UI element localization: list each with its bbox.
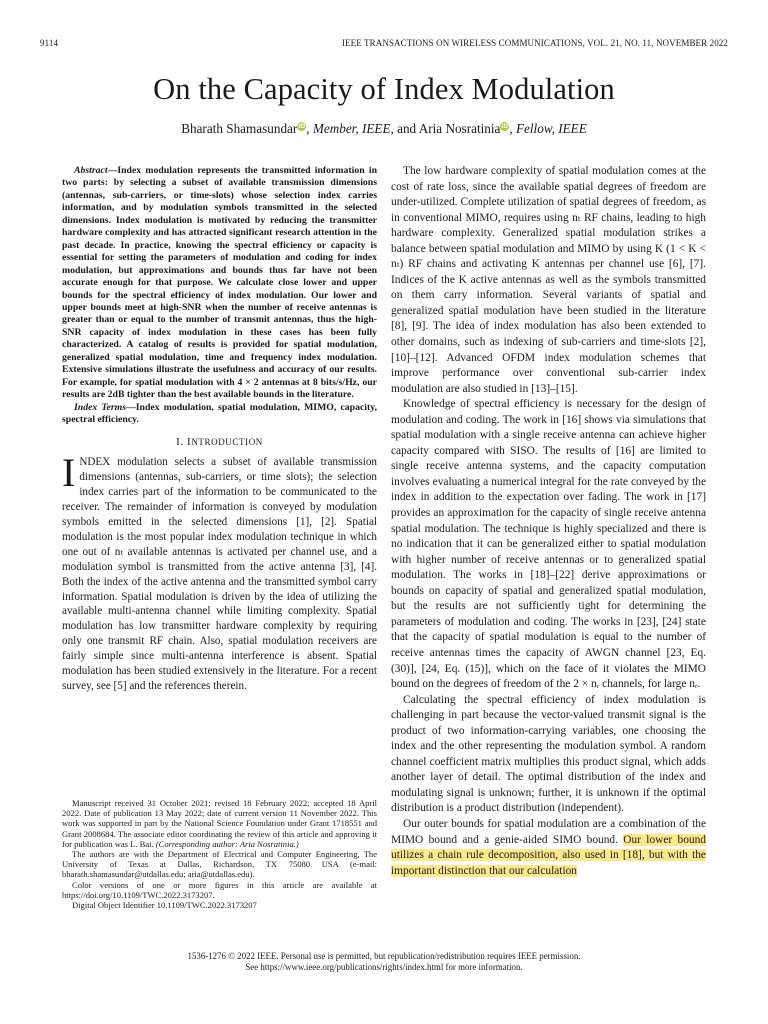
- highlighted-text[interactable]: Our lower bound utilizes a chain rule decomposition, also used in [18], but with the important distinction that our calculation: [391, 833, 707, 877]
- paragraph: Knowledge of spectral efficiency is necessary for the design of modulation and coding. The work in [16] shows via simulations that spatial modulation with a single receive antenna can achieve higher capacity compared with SISO. The results of [16] are limited to single receive antenna systems, and the capacity computation involves evaluating a numerical integral for the rate conveyed by the index in addition to the expectation over fading. The work in [17] provides an approximation for the capacity of single receive antenna spatial modulation. The technique is highly specialized and there is no indication that it can be generalized either to spatial modulation with higher number of receive antennas or to generalized spatial modulation. The works in [18]–[22] derive approximations or bounds on capacity of spatial and generalized spatial modulation, but the results are not sufficiently tight for determining the parameters of modulation and coding. The works in [23], [24] state that the capacity of spatial modulation is equal to the number of receive antennas times the capacity of AWGN channel [23, Eq. (30)], [24, Eq. (15)], which on the face of it violates the MIMO bound on the degrees of freedom of the 2 × nᵣ channels, for large nᵣ.: [391, 398, 706, 691]
- author-1-role: Member, IEEE: [312, 121, 391, 136]
- footnotes: [62, 798, 377, 910]
- paragraph: The low hardware complexity of spatial modulation comes at the cost of rate loss, since the available spatial degrees of freedom are under-utilized. Complete utilization of spatial degrees of freedom, as in conventional MIMO, requires using nₜ RF chains, leading to high hardware complexity. Generalized spatial modulation strikes a balance between spatial modulation and MIMO by using K (1 < K < nₜ) RF chains and activating K antennas per channel use [6], [7]. Indices of the K active antennas as well as the symbols transmitted on them carry information. Several variants of spatial and generalized spatial modulation have been studied in the literature [8], [9]. The idea of index modulation has also been extended to other domains, such as indexing of sub-carriers and time-slots [2], [10]–[12]. Advanced OFDM index modulation schemes that improve performance over conventional sub-carrier index modulation are also studied in [13]–[15].: [391, 165, 706, 395]
- abstract: Abstract—Index modulation represents the transmitted information in two parts: by selecting a subset of available transmission dimensions (antennas, sub-carriers, or time-slots) whose selection index carries information, and by modulation symbols transmitted in the selected dimensions. Index modulation is motivated by reducing the transmitter hardware complexity and has attracted significant research attention in the past decade. In practice, knowing the spectral efficiency or capacity is essential for setting the parameters of modulation and coding for index modulation, but approximations and bounds thus far have not been accurate enough for that purpose. We calculate close lower and upper bounds for the spectral efficiency of index modulation. Our lower and upper bounds meet at high-SNR when the number of receive antennas is greater than or equal to the number of transmit antennas, thus the high-SNR capacity of index modulation in these cases has been fully characterized. A catalog of results is provided for spatial modulation, generalized spatial modulation, time and frequency index modulation. Extensive simulations illustrate the usefulness and accuracy of our results. For example, for spatial modulation with 4 × 2 antennas at 8 bits/s/Hz, our results are 2dB tighter than the best available bounds in the literature. Index Terms—Index modulation, spatial modulation, MIMO, capacity, spectral efficiency.: [62, 165, 378, 426]
- introduction-text: [62, 450, 377, 694]
- copyright-notice: [0, 951, 768, 973]
- paragraph: Calculating the spectral efficiency of index modulation is challenging in part because the vector-valued transmit signal is the product of two information-carrying variables, one choosing the index and the other representing the modulation symbol. A random channel coefficient matrix multiplies this product signal, which adds another layer of detail. The optimal distribution of the index and modulating signal is unknown; further, it is unknown if the optimal distribution is a product distribution (independent).: [391, 693, 706, 815]
- index-terms-label: Index Terms: [74, 401, 127, 413]
- drop-cap: I: [62, 450, 76, 496]
- section-heading: I. INTRODUCTION: [176, 435, 263, 448]
- abstract-label: Abstract: [74, 165, 108, 176]
- running-header: [40, 38, 728, 48]
- orcid-icon[interactable]: iD: [501, 123, 509, 130]
- author-2-role: Fellow, IEEE: [515, 121, 587, 136]
- index-terms-text: Index modulation, spatial modulation, MIMO, capacity, spectral efficiency.: [62, 401, 378, 426]
- paragraph: Our outer bounds for spatial modulation are a combination of the MIMO bound and a genie-aided SIMO bound. Our lower bound utilizes a chain rule decomposition, also used in [18], but with the important distinction that our calculation: [391, 817, 707, 877]
- copyright-line: 1536-1276 © 2022 IEEE. Personal use is permitted, but republication/redistribution requires IEEE permission.: [187, 951, 581, 961]
- rights-link[interactable]: See https://www.ieee.org/publications/rights/index.html for more information.: [245, 962, 523, 972]
- page-number: 9114: [40, 38, 59, 48]
- orcid-icon[interactable]: iD: [298, 123, 306, 130]
- corresponding-author: (Corresponding author: Aria Nosratinia.): [155, 838, 299, 849]
- author-joiner: , and Aria Nosratinia: [390, 121, 501, 136]
- intro-paragraph: NDEX modulation selects a subset of available transmission dimensions (antennas, sub-carriers, or time slots); the selection index carries part of the information to be communicated to the receiver. The remainder of information is conveyed by modulation symbols emitted in the selected dimensions [1], [2]. Spatial modulation is the most popular index modulation technique in which one out of nₜ available antennas is activated per channel use, and a modulation symbol is transmitted from the active antenna [3], [4]. Both the index of the active antenna and the transmitted symbol carry information. Spatial modulation is driven by the idea of utilizing the available multi-antenna channel while limiting complexity. Spatial modulation has low transmitter hardware complexity by requiring only one transmit RF chain. Also, spatial modulation receivers are fairly simple since multi-antenna interference is absent. Spatial modulation has been studied extensively in the literature. For a recent survey, see [5] and the references therein.: [62, 456, 377, 693]
- abstract-text: Index modulation represents the transmitted information in two parts: by selecting a subset of available transmission dimensions (antennas, sub-carriers, or time-slots) whose selection index carries information, and by modulation symbols transmitted in the selected dimensions. Index modulation is motivated by reducing the transmitter hardware complexity and has attracted significant research attention in the past decade. In practice, knowing the spectral efficiency or capacity is essential for setting the parameters of modulation and coding for index modulation, but approximations and bounds thus far have not been accurate enough for that purpose. We calculate close lower and upper bounds for the spectral efficiency of index modulation. Our lower and upper bounds meet at high-SNR when the number of receive antennas is greater than or equal to the number of transmit antennas, thus the high-SNR capacity of index modulation in these cases has been fully characterized. A catalog of results is provided for spatial modulation, generalized spatial modulation, time and frequency index modulation. Extensive simulations illustrate the usefulness and accuracy of our results. For example, for spatial modulation with 4 × 2 antennas at 8 bits/s/Hz, our results are 2dB tighter than the best available bounds in the literature.: [62, 165, 377, 401]
- paper-title: On the Capacity of Index Modulation: [153, 72, 615, 106]
- footnote-doi: Digital Object Identifier 10.1109/TWC.2022.3173207: [72, 900, 257, 911]
- right-column: [391, 164, 706, 879]
- left-column: [62, 165, 377, 694]
- author-line: Bharath ShamasundariD, Member, IEEE, and Aria NosratiniaiD, Fellow, IEEE: [181, 121, 587, 136]
- footnote-manuscript: Manuscript received 31 October 2021; revised 18 February 2022; accepted 18 April 2022. Date of publication 13 May 2022; date of current version 11 November 2022. This work was supported in part by the National Science Foundation under Grant 1718551 and Grant 2008684. The associate editor coordinating the review of this article and approving it for publication was L. Bai. (Corresponding author: Aria Nosratinia.): [62, 798, 377, 849]
- author-1-name: Bharath Shamasundar: [181, 121, 298, 136]
- footnote-affiliation: The authors are with the Department of Electrical and Computer Engineering, The University of Texas at Dallas, Richardson, TX 75080 USA (e-mail: bharath.shamasundar@utdallas.edu; aria@utdallas.edu).: [62, 849, 377, 880]
- journal-name: IEEE TRANSACTIONS ON WIRELESS COMMUNICATIONS, VOL. 21, NO. 11, NOVEMBER 2022: [341, 38, 728, 48]
- footnote-color: Color versions of one or more figures in this article are available at https://doi.org/10.1109/TWC.2022.3173207.: [62, 879, 377, 900]
